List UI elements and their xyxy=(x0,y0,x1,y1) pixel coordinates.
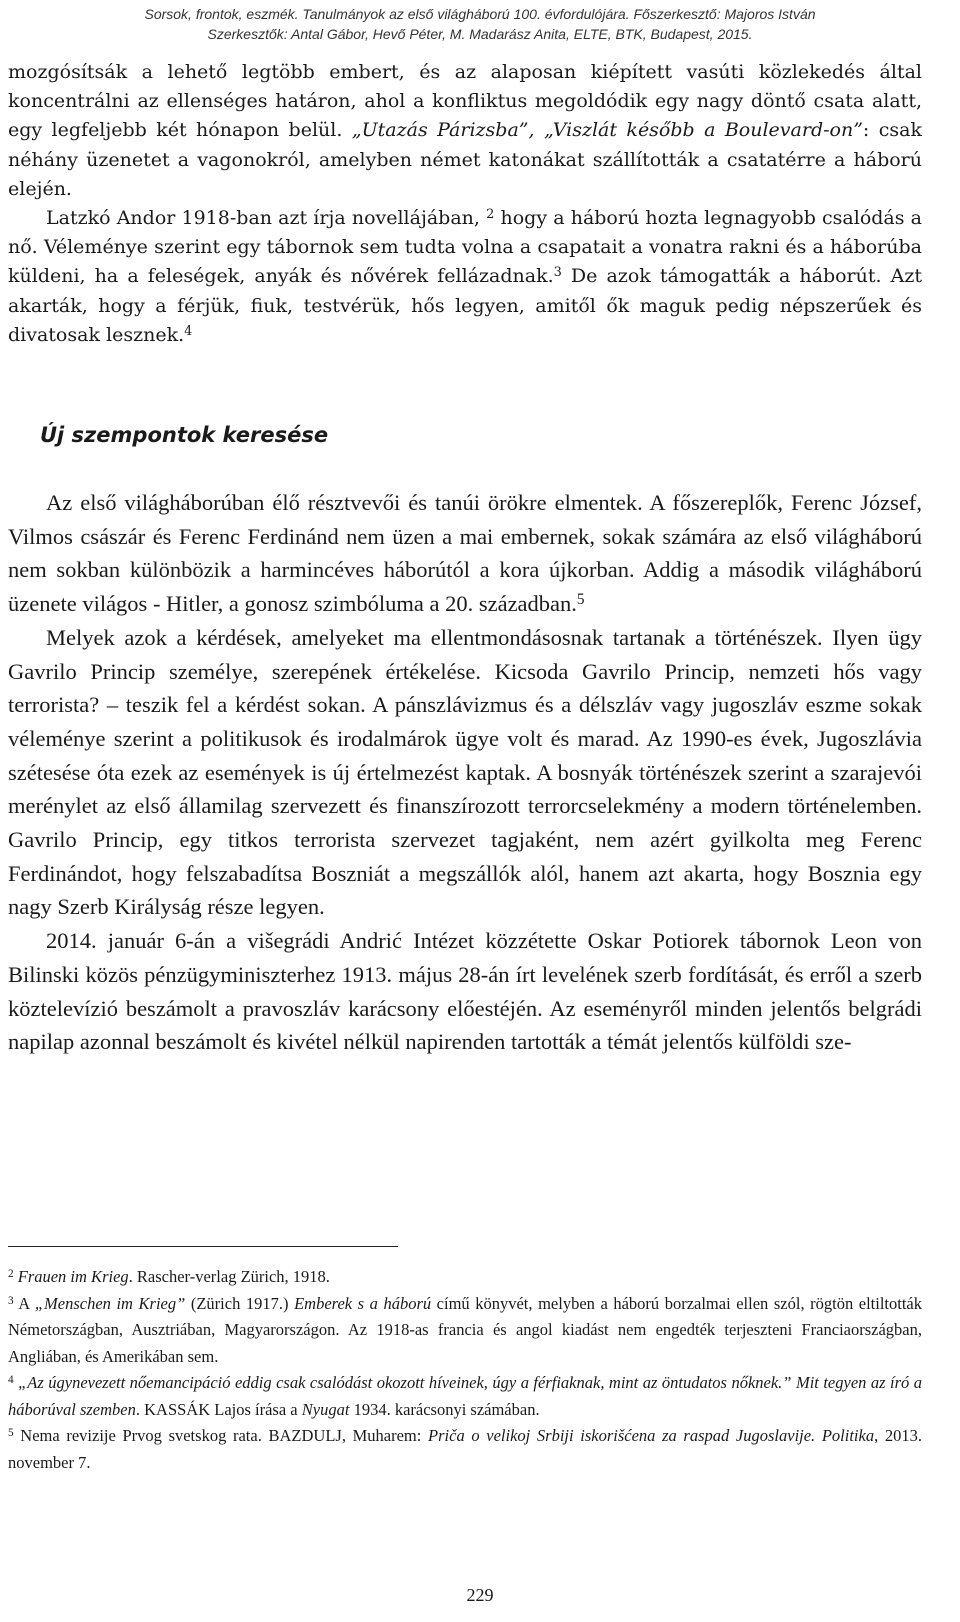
section-text xyxy=(8,486,922,1059)
paragraph: mozgósítsák a lehető legtöbb embert, és az alaposan kiépített vasúti közlekedés által koncentrálni az ellenséges határon, ahol a konfliktus megoldódik egy nagy döntő csata alatt, egy legfeljebb két hónapon belül. „Utazás Párizsba”, „Viszlát később a Boulevard-on”: csak néhány üzenetet a vagonokról, amelyben német katonákat szállították a csatatérre a háború elején. xyxy=(8,61,922,200)
footnote-ref: 5 xyxy=(576,591,585,609)
footnote-4: $^4$ „Az úgynevezett nőemancipáció eddig csak csalódást okozott híveinek, úgy a férfiaknak, mint az öntudatos nőknek.” Mit tegyen az író a háborúval szemben. KASSÁK Lajos írása a Nyugat 1934. karácsonyi számában. xyxy=(8,1373,923,1419)
paragraph: Latzkó Andor 1918-ban azt írja novellájában, $^2$ hogy a háború hozta legnagyobb csalódás a nő. Véleménye szerint egy tábornok sem tudta volna a csapatait a vonatra rakni és a háborúba küldeni, ha a feleségek, anyák és nővérek fellázadnak.$^3$ De azok támogatták a háborút. Azt akarták, hogy a férjük, fiuk, testvérük, hős legyen, amitől ők maguk pedig népszerűek és divatosak lesznek.$^4$ xyxy=(8,207,922,346)
footnote-ref: 4 xyxy=(184,324,193,340)
page-number: 229 xyxy=(466,1585,494,1605)
header-line-1: Sorsok, frontok, eszmék. Tanulmányok az első világháború 100. évfordulójára. Főszerkesztő: Majoros István xyxy=(144,6,816,22)
section-title: Új szempontok keresése xyxy=(40,423,329,447)
footnote-3: $^3$ A „Menschen im Krieg” (Zürich 1917.) Emberek s a háború című könyvét, melyben a háború borzalmai ellen szól, rögtön eltiltották Németországban, Ausztriában, Magyarországon. Az 1918-as francia és angol kiadást nem engedték terjeszteni Franciaországban, Angliában, és Amerikában sem. xyxy=(8,1293,922,1366)
footnote-5: $^5$ Nema revizije Prvog svetskog rata. BAZDULJ, Muharem: Priča o velikoj Srbiji iskorišćena za raspad Jugoslavije. Politika, 2013. november 7. xyxy=(8,1426,923,1472)
footnote-ref: 3 xyxy=(553,265,562,281)
footnotes xyxy=(8,1264,922,1476)
paragraph: Az első világháborúban élő résztvevői és tanúi örökre elmentek. A főszereplők, Ferenc József, Vilmos császár és Ferenc Ferdinánd nem üzen a mai embernek, sokak számára az első világháború nem sokban különbözik a harmincéves háborútól a kora újkorban. Addig a második világháború üzenete világos - Hitler, a gonosz szimbóluma a 20. században.$^5$ xyxy=(8,490,922,617)
paragraph: 2014. január 6-án a višegrádi Andrić Intézet közzétette Oskar Potiorek tábornok Leon von Bilinski közös pénzügyminiszterhez 1913. május 28-án írt levelének szerb fordítását, és erről a szerb köztelevízió beszámolt a pravoszláv karácsony előestéjén. Az eseményről minden jelentős belgrádi napilap azonnal beszámolt és kivétel nélkül napirenden tartották a témát jelentős külföldi sze- xyxy=(8,928,922,1055)
footnote-divider xyxy=(8,1246,398,1247)
footnote-2: $^2$ Frauen im Krieg. Rascher-verlag Zürich, 1918. xyxy=(8,1267,330,1286)
running-header xyxy=(40,4,920,44)
italic-quote: „Utazás Párizsba”, „Viszlát később a Boulevard-on” xyxy=(351,119,863,142)
intro-text xyxy=(8,58,922,350)
footnote-ref: 2 xyxy=(486,207,495,223)
paragraph: Melyek azok a kérdések, amelyeket ma ellentmondásosnak tartanak a történészek. Ilyen ügy Gavrilo Princip személye, szerepének értékelése. Kicsoda Gavrilo Princip, nemzeti hős vagy terrorista? – teszik fel a kérdést sokan. A pánszlávizmus és a délszláv vagy jugoszláv eszme sokak véleménye szerint a politikusok és irodalmárok ügye volt és marad. Az 1990-es évek, Jugoszlávia szétesése óta ezek az események is új értelmezést kaptak. A bosnyák történészek szerint a szarajevói merénylet az első államilag szervezett és finanszírozott terrorcselekmény a modern történelemben. Gavrilo Princip, egy titkos terrorista szervezet tagjaként, nem azért gyilkolta meg Ferenc Ferdinándot, hogy felszabadítsa Boszniát a megszállók alól, hanem azt akarta, hogy Bosznia egy nagy Szerb Királyság része legyen. xyxy=(8,624,922,920)
header-line-2: Szerkesztők: Antal Gábor, Hevő Péter, M. Madarász Anita, ELTE, BTK, Budapest, 2015. xyxy=(207,26,753,42)
